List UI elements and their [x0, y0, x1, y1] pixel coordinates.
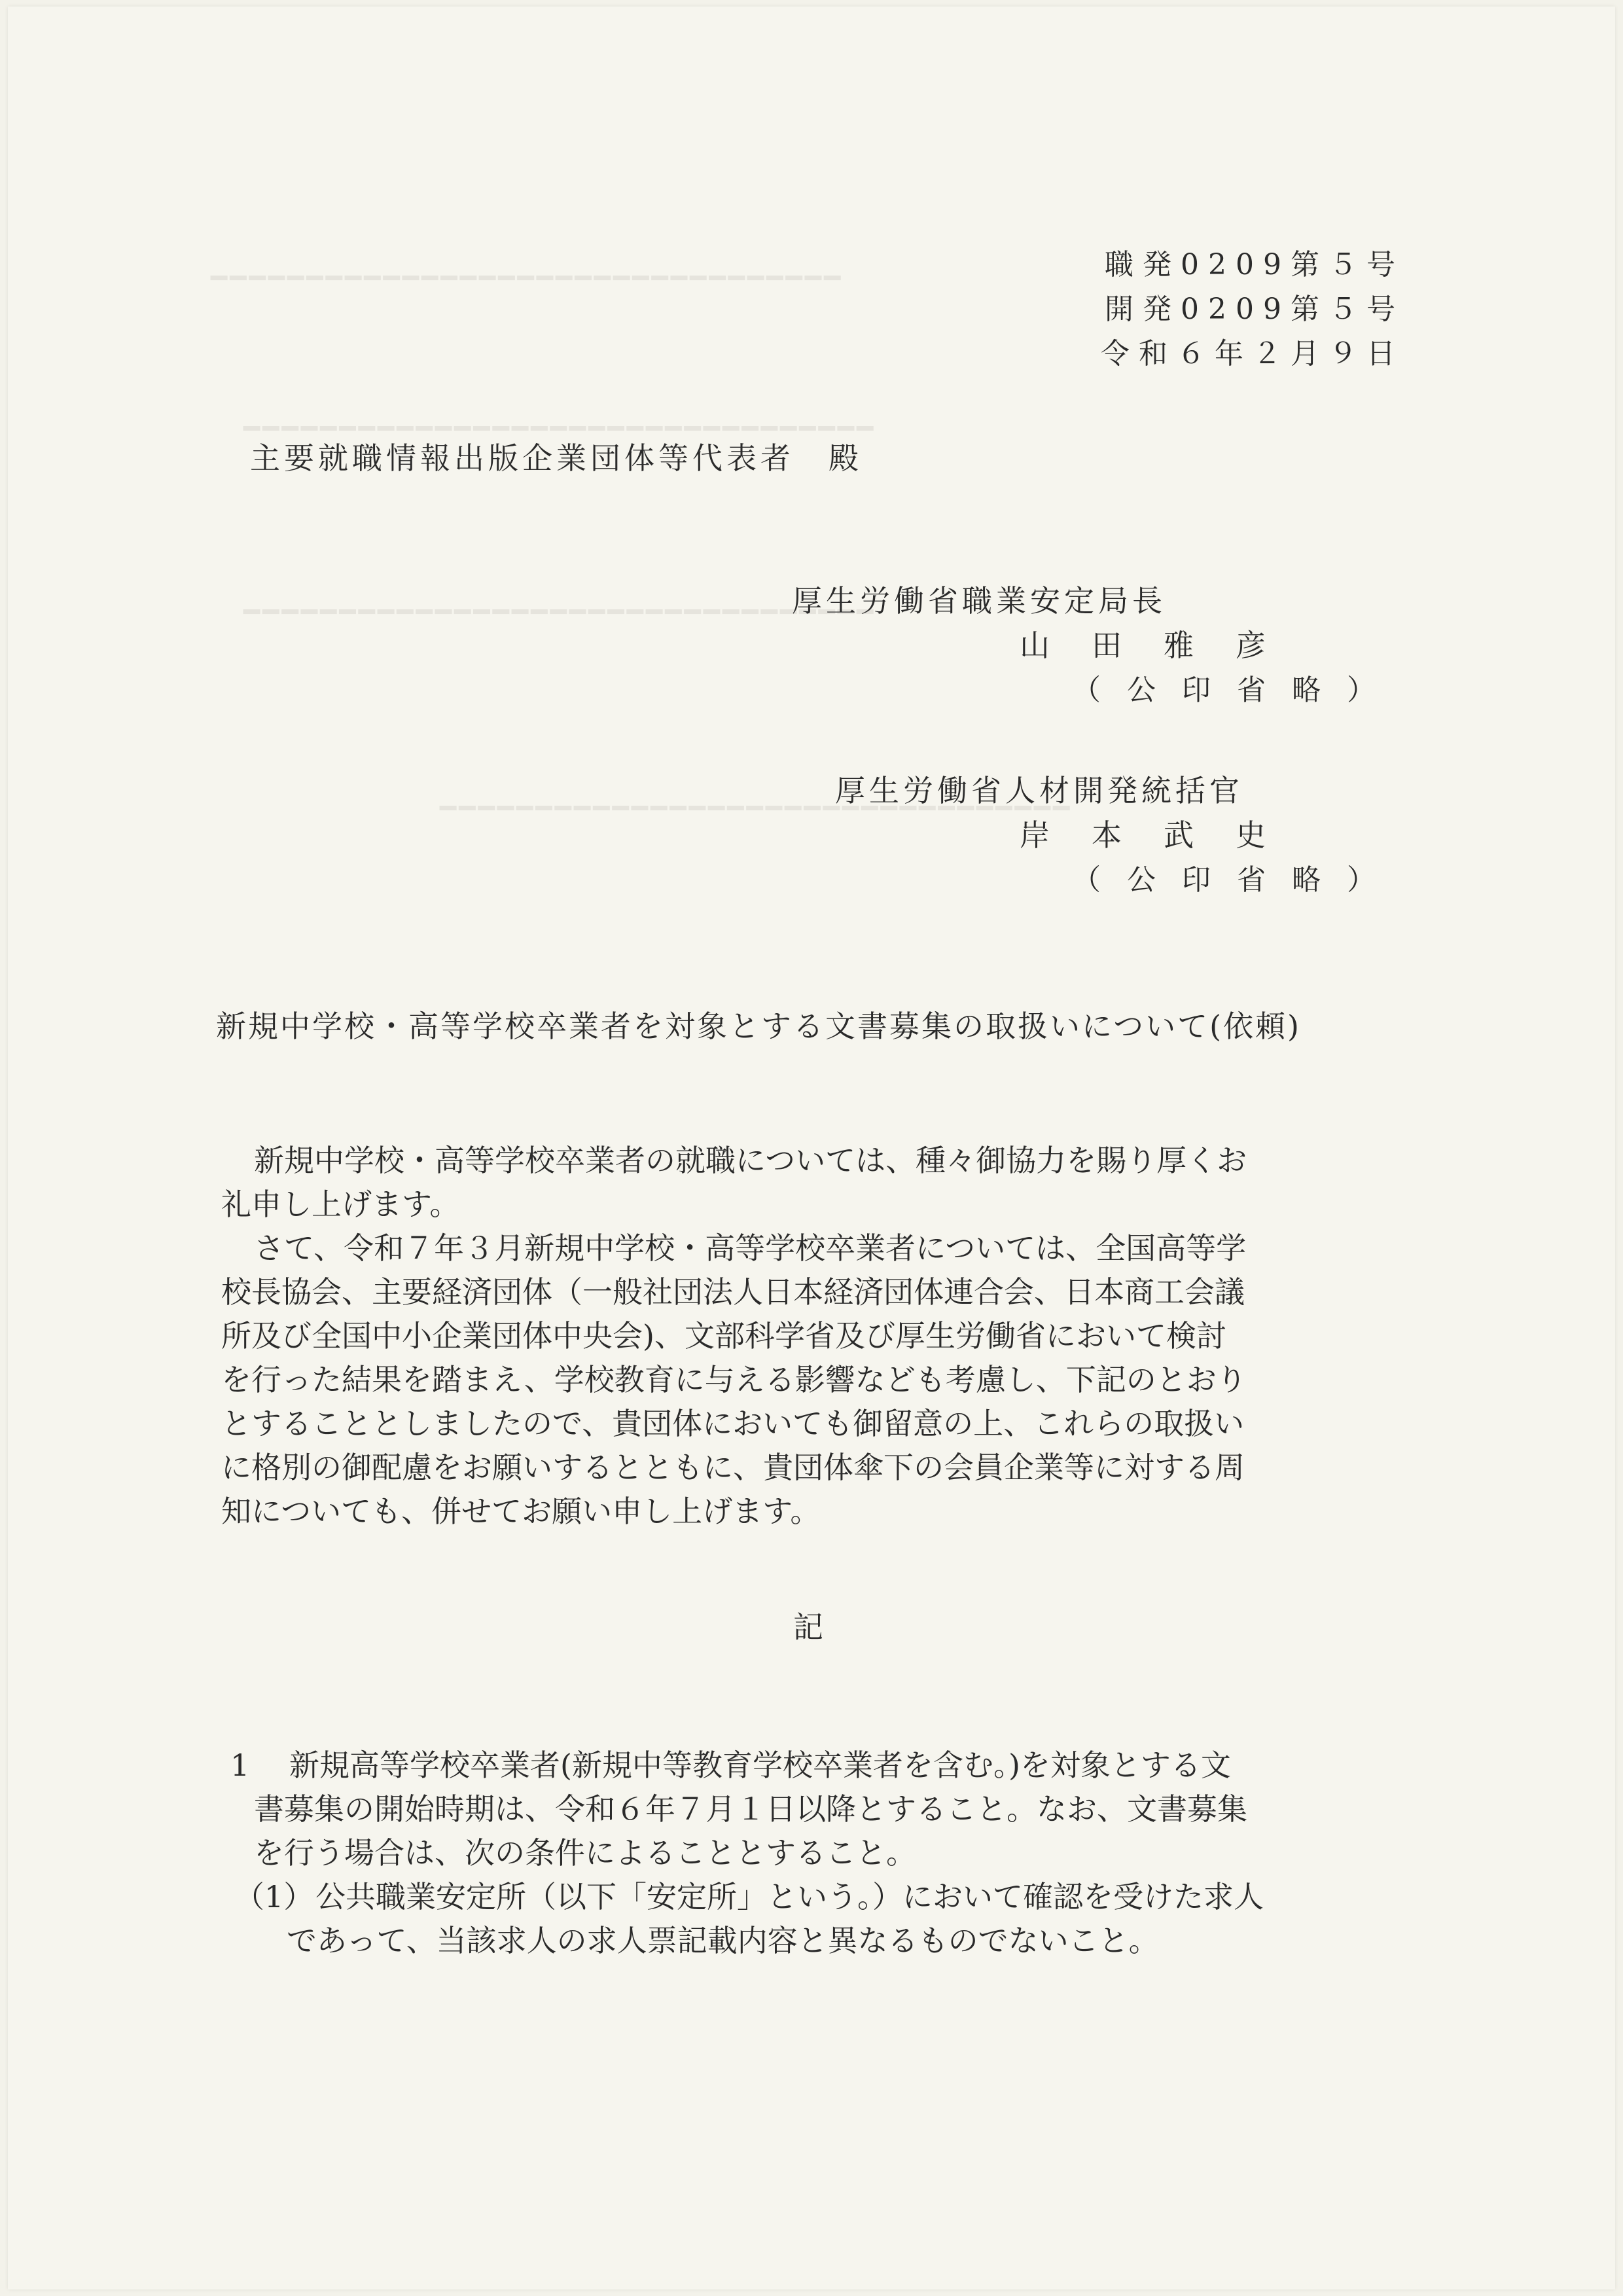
- show-through-text: ━━━━━━━━━━━━━━━━━━━━━━━━━━━━━━━━━: [211, 262, 844, 294]
- show-through-text: ━━━━━━━━━━━━━━━━━━━━━━━━━━━━━━━━━: [440, 792, 1073, 824]
- sender1-title: 厚生労働省職業安定局長: [792, 583, 1166, 619]
- show-through-text: ━━━━━━━━━━━━━━━━━━━━━━━━━━━━━━━━━: [243, 596, 876, 628]
- item1-line: 新規高等学校卒業者(新規中等教育学校卒業者を含む。)を対象とする文: [289, 1748, 1231, 1783]
- sender2-seal-note: （公印省略）: [1072, 863, 1402, 897]
- body-line: さて、令和７年３月新規中学校・高等学校卒業者については、全国高等学: [254, 1230, 1247, 1266]
- show-through-text: ━━━━━━━━━━━━━━━━━━━━━━━━━━━━━━━━━: [243, 412, 876, 444]
- ki-heading: 記: [793, 1609, 823, 1645]
- reference-number-2: 開発0209第５号: [1105, 293, 1404, 326]
- body-paragraph-1: [221, 1139, 1407, 1227]
- body-line: を行った結果を踏まえ、学校教育に与える影響なども考慮し、下記のとおり: [221, 1362, 1247, 1397]
- subitem1-line: であって、当該求人の求人票記載内容と異なるものでないこと。: [287, 1923, 1159, 1958]
- issue-date: 令和６年２月９日: [1101, 337, 1404, 370]
- body-line: 校長協会、主要経済団体（一般社団法人日本経済団体連合会、日本商工会議: [221, 1274, 1245, 1310]
- sender2-title: 厚生労働省人材開発統括官: [835, 773, 1243, 808]
- subitem1-number: （1）: [234, 1879, 314, 1914]
- body-line: 礼申し上げます。: [221, 1187, 460, 1222]
- body-line: とすることとしましたので、貴団体においても御留意の上、これらの取扱い: [221, 1406, 1245, 1441]
- sender1-seal-note: （公印省略）: [1072, 673, 1402, 707]
- subject-title: 新規中学校・高等学校卒業者を対象とする文書募集の取扱いについて(依頼): [216, 1009, 1301, 1044]
- subitem1-line: 公共職業安定所（以下「安定所」という。）において確認を受けた求人: [315, 1879, 1264, 1914]
- item1-number: 1: [230, 1748, 250, 1783]
- sender2-name: 岸本武史: [1020, 817, 1308, 853]
- body-paragraph-2: [221, 1227, 1407, 1534]
- document-page: [8, 7, 1615, 2289]
- item1-line: 書募集の開始時期は、令和６年７月１日以降とすること。なお、文書募集: [254, 1791, 1247, 1827]
- addressee: 主要就職情報出版企業団体等代表者 殿: [250, 440, 863, 476]
- body-line: 所及び全国中小企業団体中央会)、文部科学省及び厚生労働省において検討: [221, 1318, 1226, 1354]
- reference-number-1: 職発0209第５号: [1105, 248, 1404, 281]
- body-line: に格別の御配慮をお願いするとともに、貴団体傘下の会員企業等に対する周: [221, 1450, 1245, 1485]
- sender1-name: 山田雅彦: [1020, 628, 1308, 663]
- body-line: 新規中学校・高等学校卒業者の就職については、種々御協力を賜り厚くお: [254, 1143, 1247, 1178]
- item1-line: を行う場合は、次の条件によることとすること。: [254, 1835, 916, 1871]
- body-line: 知についても、併せてお願い申し上げます。: [221, 1494, 821, 1529]
